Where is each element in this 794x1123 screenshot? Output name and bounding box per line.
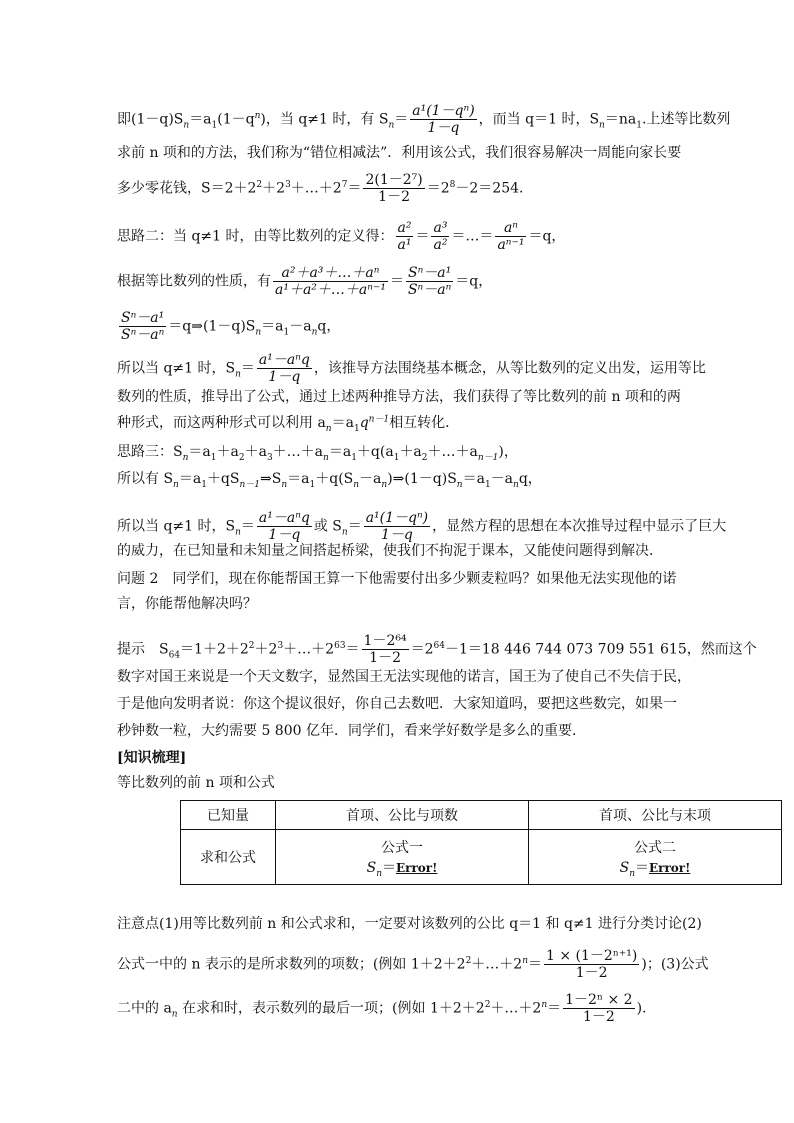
note-line: 公式一中的 n 表示的是所求数列的项数；(例如 $1+2+2^2+\dots+2^n=$ $\frac{\text{1 × (1－2ⁿ⁺¹)}}{1-2}$ )；(3)公式 xyxy=(117,948,709,981)
text-line: 秒钟数一粒，大约需要 5 800 亿年．同学们，看来学好数学是多么的重要． xyxy=(117,723,586,739)
text-line: 于是他向发明者说：你这个提议很好，你自己去数吧．大家知道吗，要把这些数完，如果一 xyxy=(117,696,677,712)
table-cell xyxy=(276,830,529,885)
fraction: $\frac{\text{1－2⁶⁴}}{1-2}$ xyxy=(363,633,407,666)
text-line: $\frac{\text{Sⁿ－a¹}}{\text{Sⁿ－aⁿ}}$ $=q\Rightarrow(1-q)S_n=a_1-a_nq$， xyxy=(121,310,341,343)
table-cell: 首项、公比与项数 xyxy=(276,801,529,830)
table-cell xyxy=(529,830,782,885)
text-line: 即$(1-q)S_n=a_1(1-q^n)$，当 q≠1 时，有 $S_n=$ $\frac{\text{a¹(1－qⁿ)}}{1-q}$ ，而当 q＝1 时，$S_n=na_1$.上述等比数列 xyxy=(117,103,731,136)
text-line: 种形式，而这两种形式可以利用 $a_n=a_1q^{n-1}$相互转化． xyxy=(117,414,460,434)
fraction: $\frac{\text{1 × (1－2ⁿ⁺¹)}}{1-2}$ xyxy=(546,948,638,981)
text-line: 多少零花钱，$S=2+2^2+2^3+\dots+2^7=$ $\frac{\text{2(1－2⁷)}}{1-2}$ $=2^8-2=254$. xyxy=(117,172,524,205)
fraction: $\frac{\text{a¹(1－qⁿ)}}{1-q}$ xyxy=(412,103,475,136)
note-line: 二中的 $a_n$ 在求和时，表示数列的最后一项；(例如 $1+2+2^2+\dots+2^n=$ $\frac{\text{1－2ⁿ × 2}}{1-2}$ ). xyxy=(117,992,647,1025)
fraction: $\frac{\text{a²}}{\text{a¹}}$ xyxy=(397,220,412,253)
fraction: $\frac{\text{a³}}{\text{a²}}$ xyxy=(433,220,448,253)
text-line: 的威力，在已知量和未知量之间搭起桥梁，使我们不拘泥于课本，又能使问题得到解决． xyxy=(117,543,663,559)
text-line: 等比数列的前 n 项和公式 xyxy=(117,775,275,791)
formula-label: 公式一 xyxy=(381,840,423,856)
formula-label: 公式二 xyxy=(634,840,676,856)
fraction: $\frac{\text{1－2ⁿ × 2}}{1-2}$ xyxy=(565,992,633,1025)
text-line: 问题 2 同学们，现在你能帮国王算一下他需要付出多少颗麦粒吗？如果他无法实现他的诺 xyxy=(117,571,677,587)
text-line: 所以当 q≠1 时，$S_n=$ $\frac{\text{a¹－aⁿq}}{1-q}$ 或 $S_n=$ $\frac{\text{a¹(1－qⁿ)}}{1-q}$ ，显然方程的思想在本次推导过程中显示了巨大 xyxy=(117,510,727,543)
table-cell: 求和公式 xyxy=(181,830,276,885)
formula-table xyxy=(180,800,782,885)
fraction: $\frac{\text{a²＋a³＋…＋aⁿ}}{\text{a¹＋a²＋…＋aⁿ⁻¹}}$ xyxy=(275,265,386,298)
section-heading: [知识梳理] xyxy=(117,750,187,766)
fraction: $\frac{\text{a¹－aⁿq}}{1-q}$ xyxy=(258,352,310,385)
text-line: 言，你能帮他解决吗？ xyxy=(117,596,257,612)
formula: $S_n=Error$! xyxy=(366,860,438,879)
text-line: 数字对国王来说是一个天文数字，显然国王无法实现他的诺言，国王为了使自己不失信于民， xyxy=(117,669,691,685)
text-line: 求前 n 项和的方法，我们称为“错位相减法”．利用该公式，我们很容易解决一周能向家长要 xyxy=(117,145,682,161)
text-line: 思路二：当 q≠1 时，由等比数列的定义得： $\frac{\text{a²}}{\text{a¹}}$ ＝ $\frac{\text{a³}}{\text{a²}}$ ＝…＝ $\frac{\text{aⁿ}}{\text{aⁿ⁻¹}}$ ＝q， xyxy=(117,220,566,253)
fraction: $\frac{\text{Sⁿ－a¹}}{\text{Sⁿ－aⁿ}}$ xyxy=(407,265,452,298)
text-line: 数列的性质，推导出了公式，通过上述两种推导方法，我们获得了等比数列的前 n 项和的两 xyxy=(117,389,681,405)
fraction: $\frac{\text{a¹(1－qⁿ)}}{1-q}$ xyxy=(365,510,429,543)
table-cell: 已知量 xyxy=(181,801,276,830)
note-line: 注意点(1)用等比数列前 n 和公式求和，一定要对该数列的公比 q＝1 和 q≠1 进行分类讨论(2) xyxy=(117,916,702,932)
fraction: $\frac{\text{aⁿ}}{\text{aⁿ⁻¹}}$ xyxy=(497,220,525,253)
text-line: 所以有 $S_n=a_1+qS_{n-1}\Rightarrow S_n=a_1+q(S_n-a_n)\Rightarrow(1-q)S_n=a_1-a_nq$， xyxy=(117,471,542,490)
fraction: $\frac{\text{Sⁿ－a¹}}{\text{Sⁿ－aⁿ}}$ xyxy=(121,310,165,343)
formula: $S_n=Error$! xyxy=(619,860,691,879)
text-line: 所以当 q≠1 时，$S_n=$ $\frac{\text{a¹－aⁿq}}{1-q}$ ，该推导方法围绕基本概念，从等比数列的定义出发，运用等比 xyxy=(117,352,706,385)
table-cell: 首项、公比与末项 xyxy=(529,801,782,830)
fraction: $\frac{\text{2(1－2⁷)}}{1-2}$ xyxy=(365,172,423,205)
text-line: 根据等比数列的性质，有 $\frac{\text{a²＋a³＋…＋aⁿ}}{\text{a¹＋a²＋…＋aⁿ⁻¹}}$ ＝ $\frac{\text{Sⁿ－a¹}}{\text{Sⁿ－aⁿ}}$ ＝q， xyxy=(117,265,493,298)
text-line: 提示 $S_{64}=1+2+2^2+2^3+\dots+2^{63}=$ $\frac{\text{1－2⁶⁴}}{1-2}$ $=2^{64}-1=18$ 446 744 073 709 551 615，然而这个 xyxy=(117,633,757,666)
text-line: 思路三：$S_n=a_1+a_2+a_3+\dots+a_n=a_1+q(a_1+a_2+\dots+a_{n-1})$， xyxy=(117,444,518,463)
fraction: $\frac{\text{a¹－aⁿq}}{1-q}$ xyxy=(258,510,310,543)
